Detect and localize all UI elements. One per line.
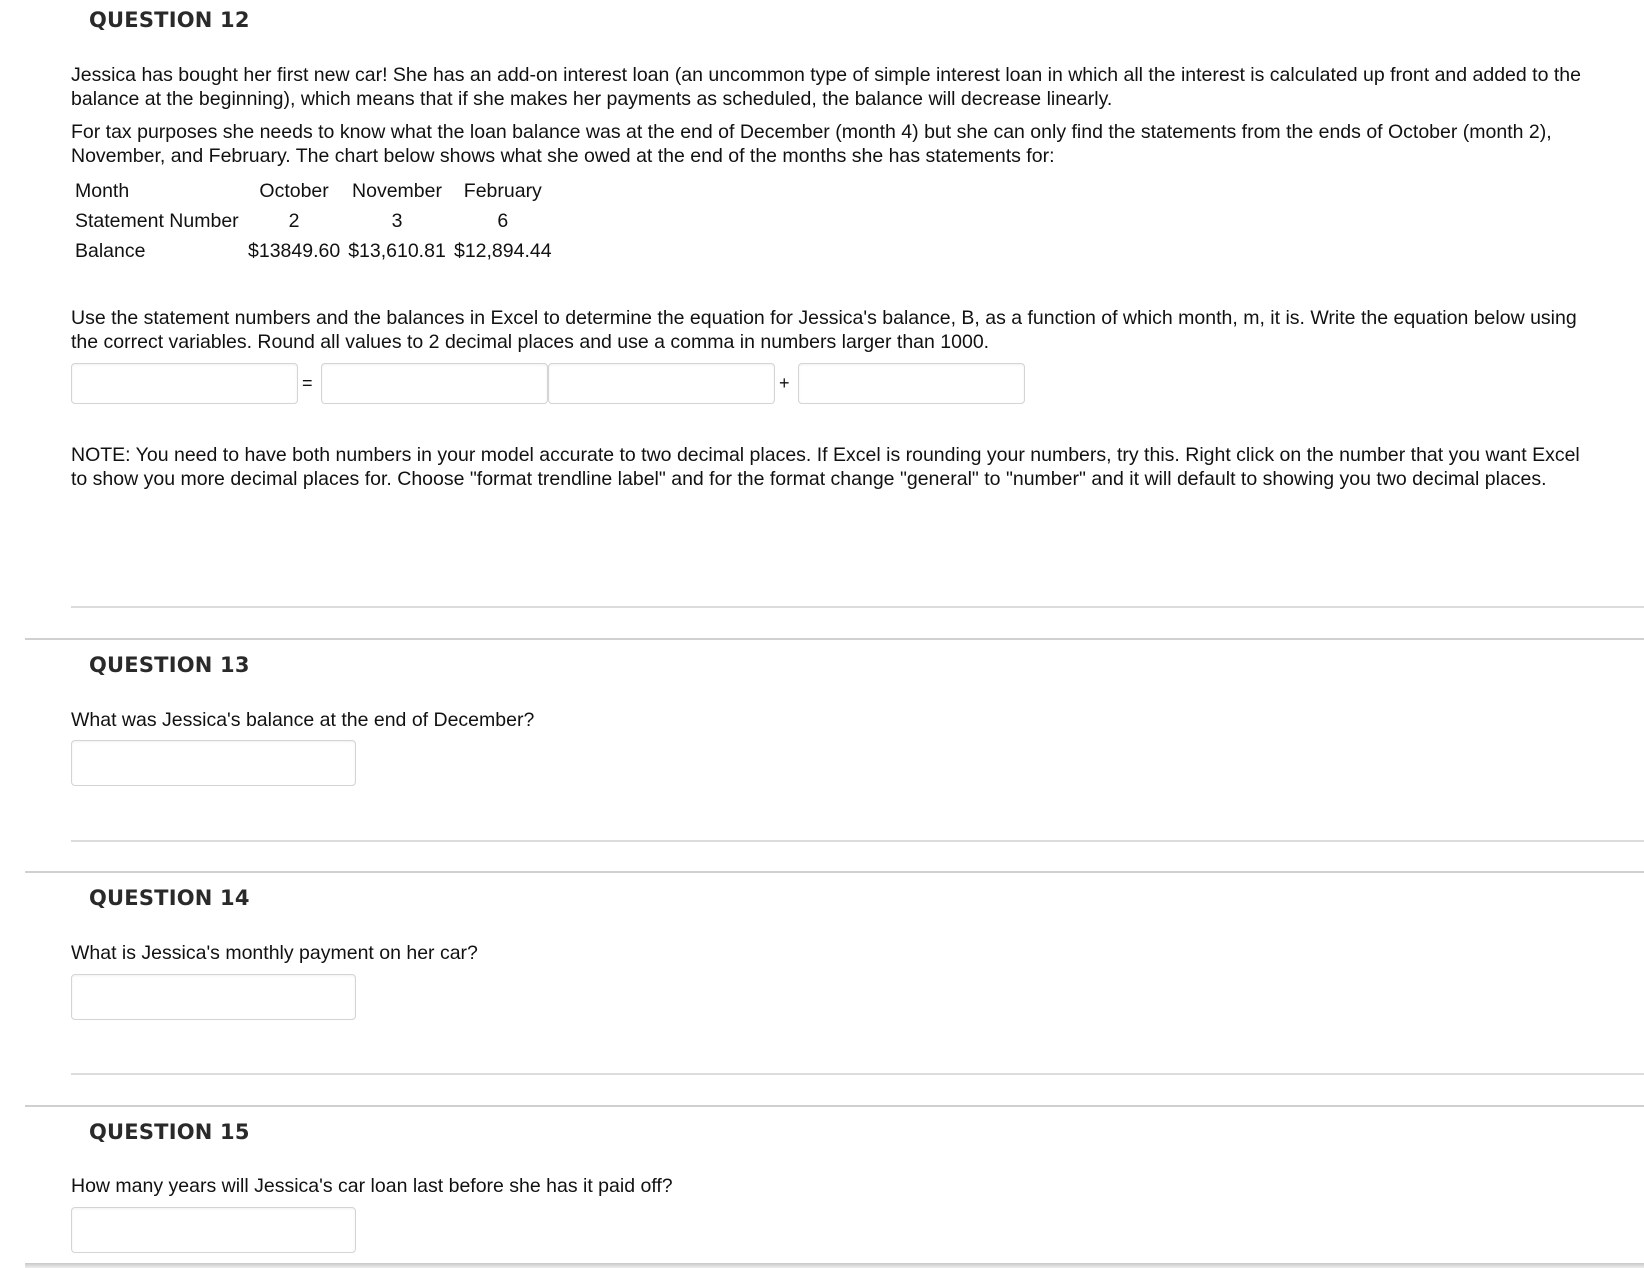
equation-variable-input[interactable] — [548, 363, 775, 404]
question-12-intro: Jessica has bought her first new car! She has an add-on interest loan (an uncommon type of simple interest loan in which all the interest is calculated up front and added to the balance at the beginning), which means that if she makes her payments as scheduled, the balance will decrease linearly. — [71, 64, 1581, 110]
table-cell: $12,894.44 — [453, 239, 552, 262]
question-separator — [25, 638, 1644, 640]
question-12-note: NOTE: You need to have both numbers in your model accurate to two decimal places. If Excel is rounding your numbers, try this. Right click on the number that you want Excel to show you more decimal places for. Choose "format trendline label" and for the format change "general" to "number" and it will default to showing you two decimal places. — [71, 444, 1580, 490]
table-row-month — [71, 176, 556, 206]
row-label: Statement Number — [75, 209, 239, 232]
question-12-context: For tax purposes she needs to know what the loan balance was at the end of December (month 4) but she can only find the statements from the ends of October (month 2), November, and February. The chart below shows what she owed at the end of the months she has statements for: — [71, 121, 1552, 167]
question-12-title: QUESTION 12 — [89, 8, 250, 32]
question-15-title: QUESTION 15 — [89, 1120, 250, 1144]
question-12-instructions: Use the statement numbers and the balances in Excel to determine the equation for Jessica's balance, B, as a function of which month, m, it is. Write the equation below using the correct variables. Round all values to 2 decimal places and use a comma in numbers larger than 1000. — [71, 307, 1577, 353]
table-cell: February — [463, 179, 542, 202]
table-row-balance — [71, 236, 556, 266]
question-separator — [25, 1105, 1644, 1107]
question-separator — [25, 871, 1644, 873]
question-14-answer-input[interactable] — [71, 974, 356, 1020]
table-cell: October — [259, 179, 329, 202]
equation-lhs-input[interactable] — [71, 363, 298, 404]
table-cell: $13849.60 — [248, 239, 341, 262]
equation-intercept-input[interactable] — [798, 363, 1025, 404]
statement-table — [71, 176, 556, 266]
question-13-title: QUESTION 13 — [89, 653, 250, 677]
table-cell: 3 — [391, 209, 403, 232]
equals-sign: = — [302, 373, 313, 393]
question-15-answer-input[interactable] — [71, 1207, 356, 1253]
table-cell: 6 — [497, 209, 509, 232]
table-cell: November — [352, 179, 442, 202]
equation-slope-input[interactable] — [321, 363, 548, 404]
divider — [71, 1073, 1644, 1075]
question-13-prompt: What was Jessica's balance at the end of December? — [71, 709, 535, 731]
plus-sign: + — [779, 373, 790, 393]
row-label: Month — [75, 179, 130, 202]
table-cell: $13,610.81 — [348, 239, 446, 262]
question-13-answer-input[interactable] — [71, 740, 356, 786]
question-15-prompt: How many years will Jessica's car loan last before she has it paid off? — [71, 1175, 673, 1197]
divider — [71, 606, 1644, 608]
page-bottom-edge — [25, 1263, 1644, 1268]
row-label: Balance — [75, 239, 146, 262]
question-14-title: QUESTION 14 — [89, 886, 250, 910]
divider — [71, 840, 1644, 842]
table-row-statement-number — [71, 206, 556, 236]
question-14-prompt: What is Jessica's monthly payment on her car? — [71, 942, 478, 964]
table-cell: 2 — [288, 209, 300, 232]
